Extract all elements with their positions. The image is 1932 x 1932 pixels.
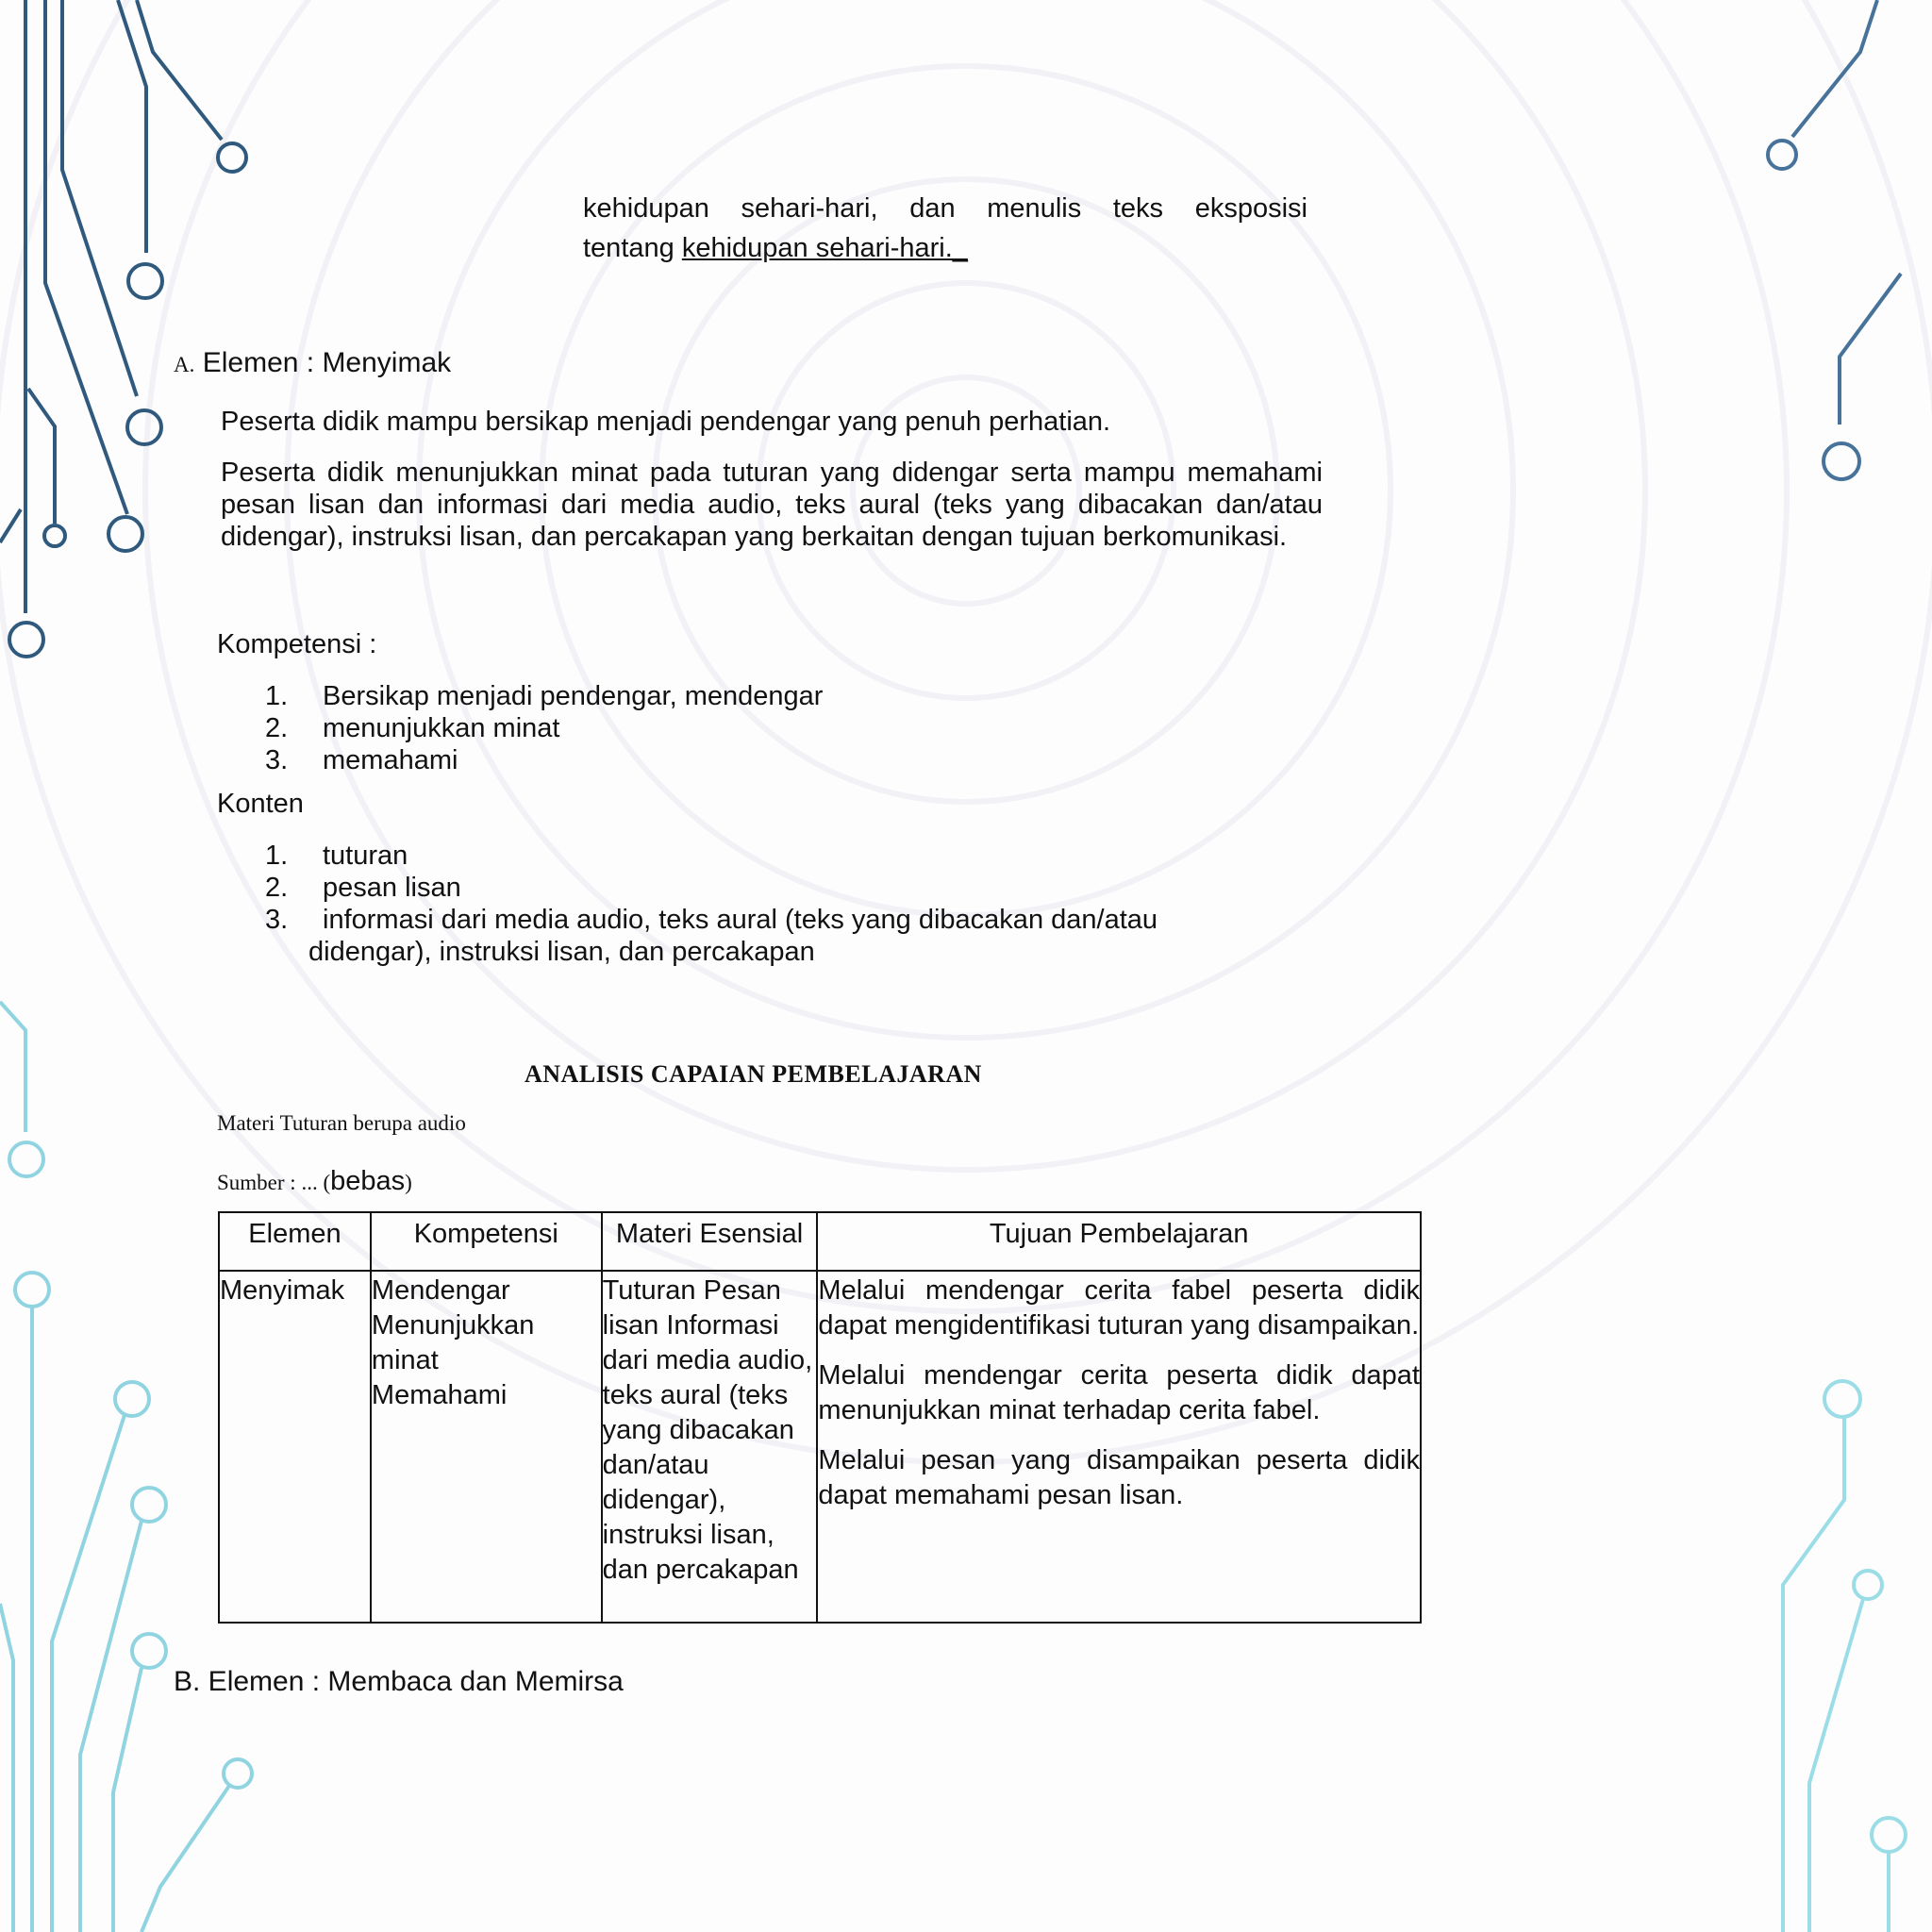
intro-paragraph [583, 189, 1307, 268]
circuit-top-left [0, 0, 246, 657]
analysis-title: ANALISIS CAPAIAN PEMBELAJARAN [525, 1060, 982, 1088]
list-item: 2. menunjukkan minat [265, 713, 560, 743]
section-a-letter: A. [174, 353, 195, 376]
kompetensi-list [265, 680, 823, 776]
konten-list [265, 840, 1158, 968]
list-item: 1. Bersikap menjadi pendengar, mendengar [265, 681, 824, 711]
circuit-top-right [1768, 0, 1901, 479]
materi-label: Materi Tuturan berupa audio [217, 1111, 466, 1135]
cell-materi-esensial: Tuturan Pesan lisan Informasi dari media audio, teks aural (teks yang dibacakan dan/atau didengar), instruksi lisan, dan percakapan [602, 1271, 818, 1623]
section-a-title: Elemen : Menyimak [202, 347, 452, 378]
section-a-paragraph-2: Peserta didik menunjukkan minat pada tuturan yang didengar serta mampu memahami pesan lisan dan informasi dari media audio, teks aural (teks yang dibacakan dan/atau didengar), instruksi lisan, dan percakapan yang berkaitan dengan tujuan berkomunikasi. [221, 458, 1323, 552]
cell-kompetensi: Mendengar Menunjukkan minat Memahami [371, 1271, 602, 1623]
list-item: 3. informasi dari media audio, teks aural (teks yang dibacakan dan/atau [265, 905, 1158, 935]
circuit-left-light [0, 1002, 252, 1932]
analysis-table [218, 1211, 1422, 1624]
section-b-heading: B. Elemen : Membaca dan Memirsa [174, 1666, 624, 1697]
list-item: 2. pesan lisan [265, 873, 461, 903]
sumber-label: Sumber : ... ( [217, 1171, 331, 1194]
intro-line-1: kehidupan sehari-hari, dan menulis teks eksposisi [583, 193, 1307, 224]
intro-line-2 [583, 228, 1307, 268]
list-item-continuation: didengar), instruksi lisan, dan percakapan [308, 937, 815, 967]
list-item: 3. memahami [265, 745, 458, 775]
cell-tujuan-pembelajaran: Melalui mendengar cerita fabel peserta didik dapat mengidentifikasi tuturan yang disampaikan. Melalui mendengar cerita peserta didik dapat menunjukkan minat terhadap cerita fabel. Melalui pesan yang disampaikan peserta didik dapat memahami pesan lisan. [817, 1271, 1421, 1623]
section-a-paragraph-1: Peserta didik mampu bersikap menjadi pendengar yang penuh perhatian. [221, 407, 1111, 437]
sumber-line [217, 1166, 412, 1197]
kompetensi-label: Kompetensi : [217, 629, 377, 659]
table-header-row [219, 1212, 1421, 1271]
konten-label: Konten [217, 789, 304, 819]
cell-elemen: Menyimak [219, 1271, 371, 1623]
circuit-right-light [1783, 1381, 1906, 1932]
header-materi-esensial: Materi Esensial [602, 1212, 818, 1271]
sumber-close: ) [405, 1171, 412, 1194]
header-elemen: Elemen [219, 1212, 371, 1271]
header-tujuan-pembelajaran: Tujuan Pembelajaran [817, 1212, 1421, 1271]
intro-line-2-underlined: kehidupan sehari-hari._ [681, 233, 968, 263]
sumber-value: bebas [330, 1166, 406, 1196]
section-a-heading [174, 347, 451, 379]
header-kompetensi: Kompetensi [371, 1212, 602, 1271]
table-row [219, 1271, 1421, 1623]
list-item: 1. tuturan [265, 841, 408, 871]
intro-line-2-prefix: tentang [583, 233, 682, 263]
